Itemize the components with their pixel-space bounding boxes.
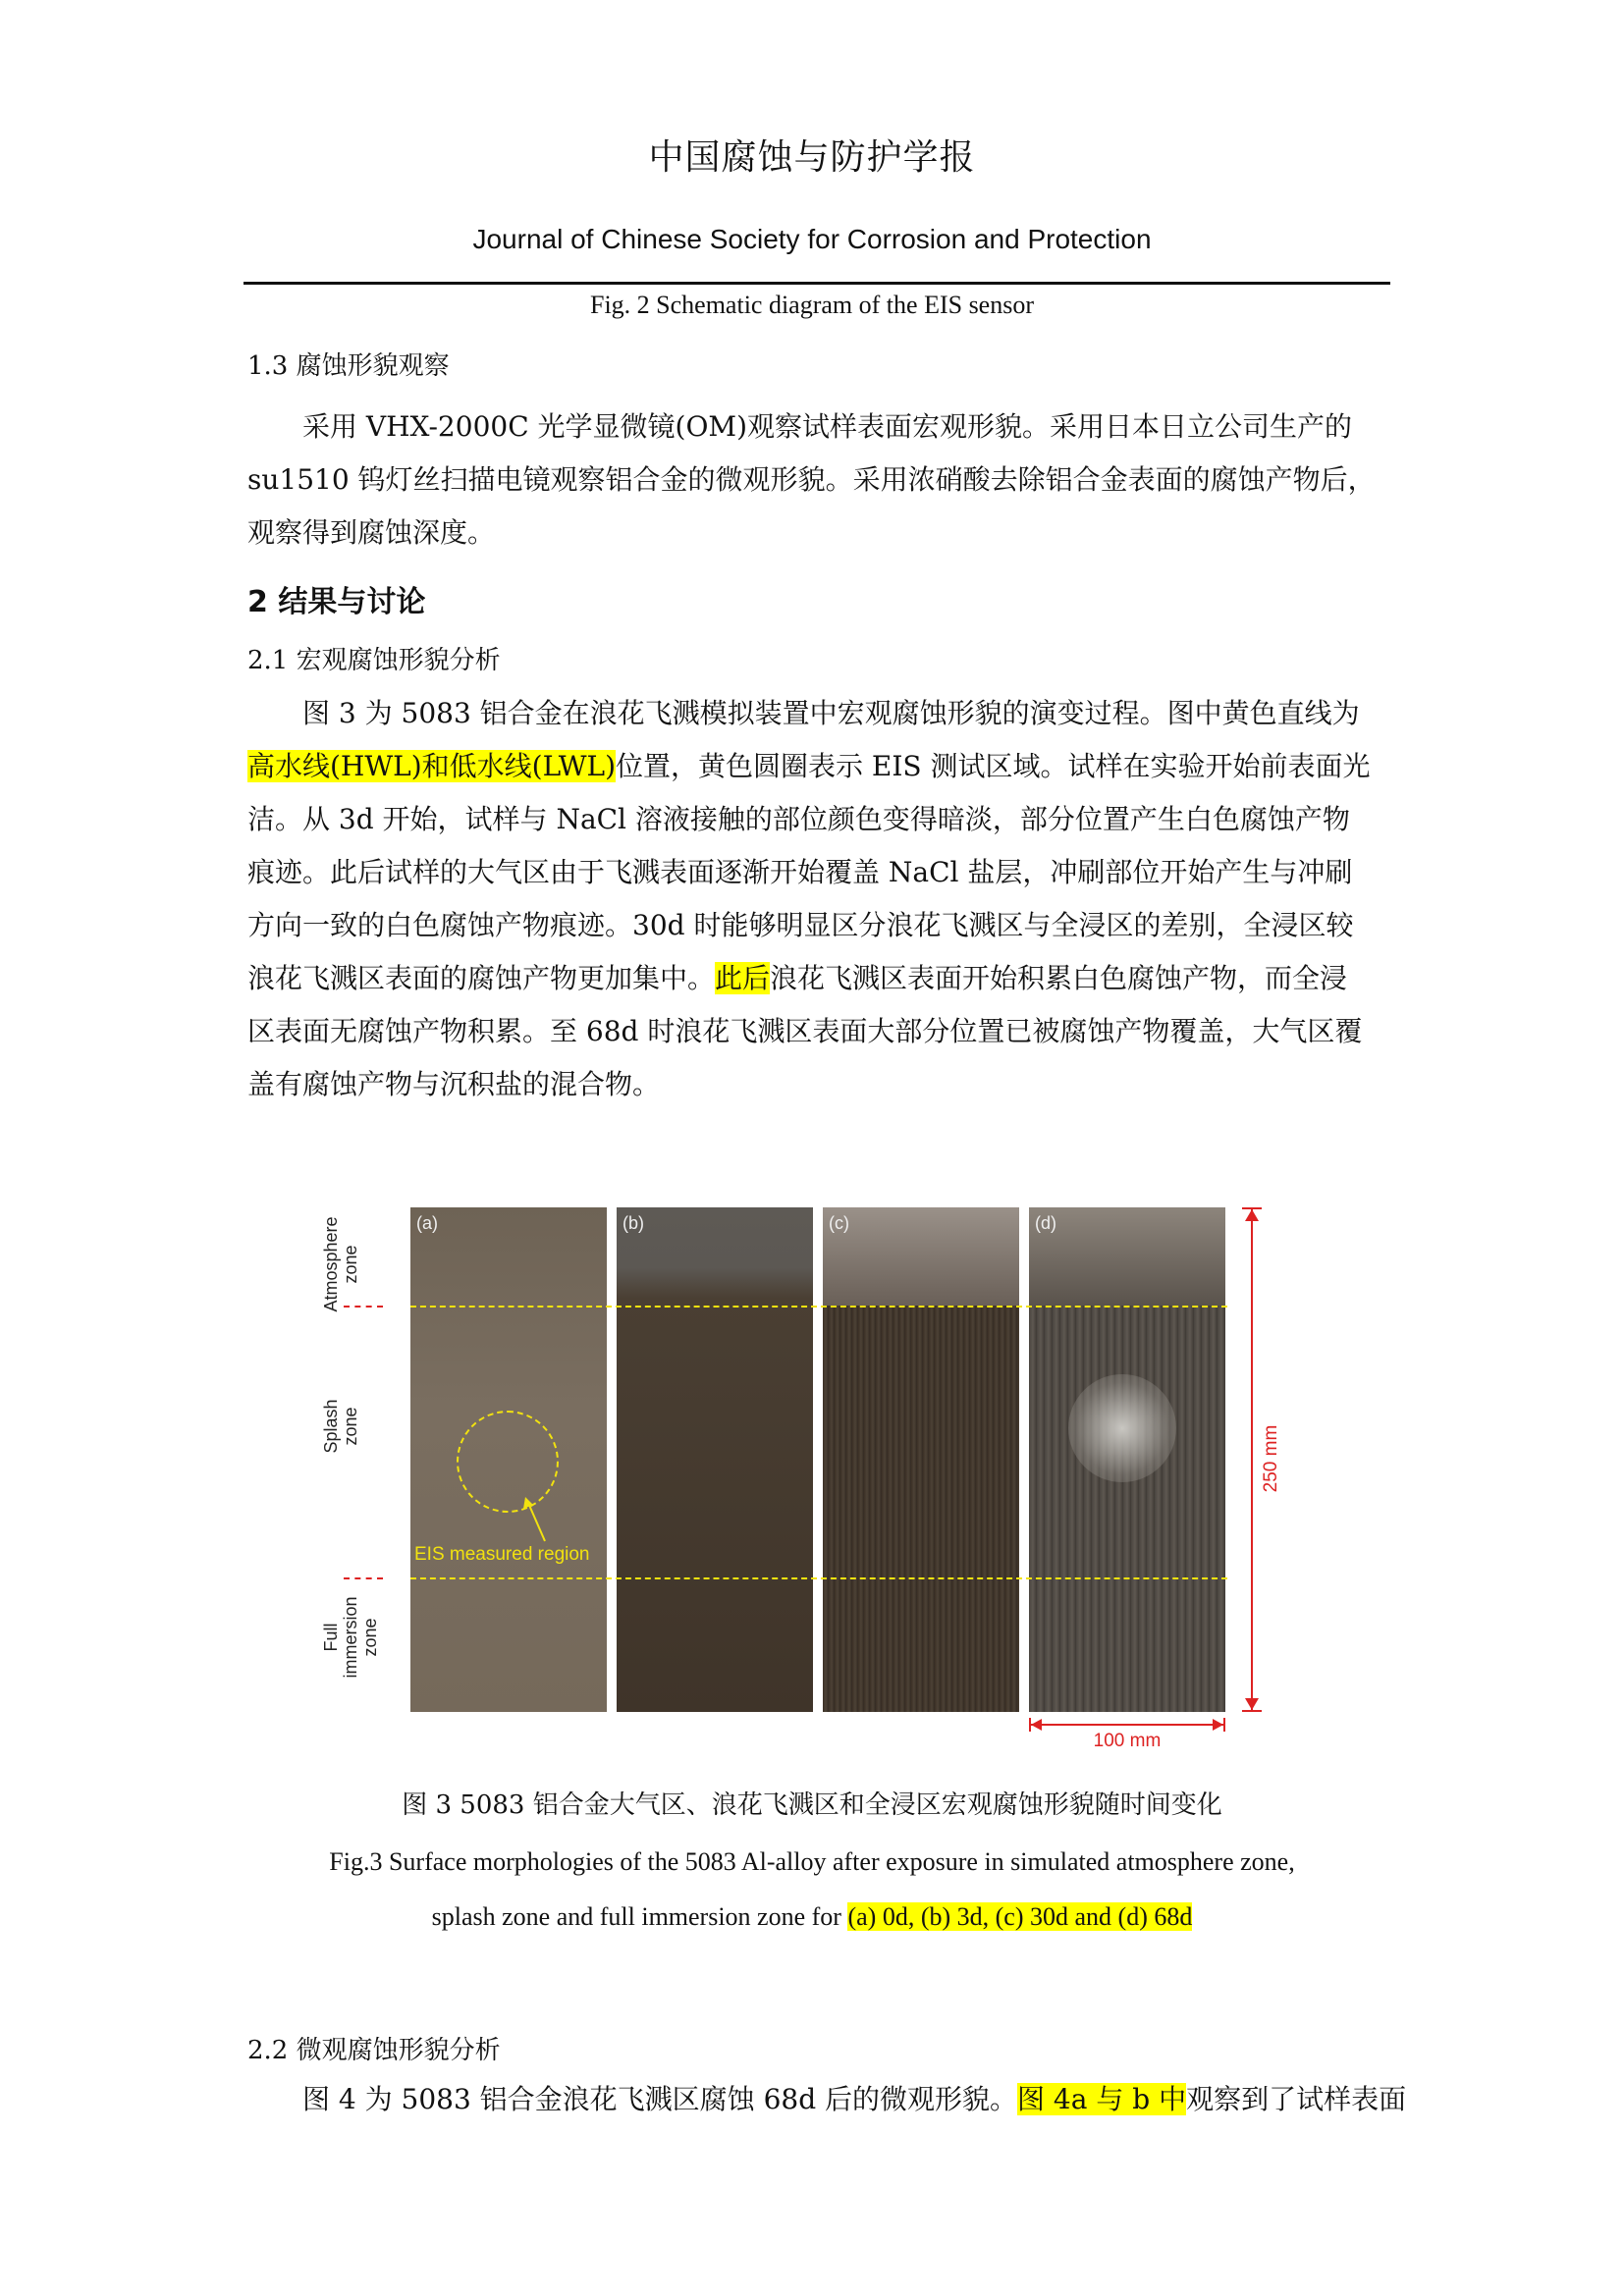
photo-panel-b xyxy=(617,1207,813,1712)
zone-boundary-tick xyxy=(344,1577,383,1579)
photo-panel-d xyxy=(1029,1207,1225,1712)
panel-label: (a) xyxy=(416,1213,438,1233)
text-line: 洁。从 3d 开始，试样与 NaCl 溶液接触的部位颜色变得暗淡，部分位置产生白色腐蚀产物 xyxy=(247,803,1350,835)
panel-label: (b) xyxy=(623,1213,644,1233)
text-line: 方向一致的白色腐蚀产物痕迹。30d 时能够明显区分浪花飞溅区与全浸区的差别，全浸区较 xyxy=(247,909,1354,941)
highlight: (a) 0d, (b) 3d, (c) 30d and (d) 68d xyxy=(847,1902,1193,1931)
text-line: su1510 钨灯丝扫描电镜观察铝合金的微观形貌。采用浓硝酸去除铝合金表面的腐蚀产物后， xyxy=(247,463,1376,496)
fig2-caption: Fig. 2 Schematic diagram of the EIS sensor xyxy=(589,291,1035,319)
section-2-2-body xyxy=(247,2073,1407,2126)
highlight: 高水线(HWL)和低水线(LWL) xyxy=(247,750,617,782)
section-2-1-body xyxy=(247,687,1388,1111)
eis-arrow-icon xyxy=(520,1497,560,1546)
header-rule xyxy=(244,282,1390,285)
zone-label-full-immersion: Full immersion zone xyxy=(321,1596,380,1679)
fig3-caption-en-line2: splash zone and full immersion zone for (a) 0d, (b) 3d, (c) 30d and (d) 68d xyxy=(431,1902,1193,1931)
eis-region-label: EIS measured region xyxy=(414,1544,590,1565)
section-2-2-title: 2.2 微观腐蚀形貌分析 xyxy=(247,2036,501,2065)
fig3-caption-cn: 图 3 5083 铝合金大气区、浪花飞溅区和全浸区宏观腐蚀形貌随时间变化 xyxy=(402,1790,1222,1820)
zone-label-atmosphere: Atmosphere zone xyxy=(321,1216,360,1312)
text-line: 观察得到腐蚀深度。 xyxy=(247,516,496,549)
highlight: 图 4a 与 b 中 xyxy=(1017,2083,1187,2115)
highlight: 此后 xyxy=(715,962,771,994)
text-line: 高水线(HWL)和低水线(LWL)位置，黄色圆圈表示 EIS 测试区域。试样在实验开始前表面光 xyxy=(247,750,1371,782)
low-water-line xyxy=(410,1577,1227,1579)
panel-label: (c) xyxy=(829,1213,849,1233)
high-water-line xyxy=(410,1306,1227,1308)
height-dimension xyxy=(1242,1207,1262,1712)
figure-3 xyxy=(321,1183,1296,1751)
text-line: 盖有腐蚀产物与沉积盐的混合物。 xyxy=(247,1068,661,1100)
section-1-3-title: 1.3 腐蚀形貌观察 xyxy=(247,351,450,381)
width-dimension xyxy=(1029,1718,1225,1732)
journal-title-en: Journal of Chinese Society for Corrosion and Protection xyxy=(472,224,1152,254)
text-line: 采用 VHX-2000C 光学显微镜(OM)观察试样表面宏观形貌。采用日本日立公司生产的 xyxy=(302,410,1352,443)
text-line: 图 4 为 5083 铝合金浪花飞溅区腐蚀 68d 后的微观形貌。图 4a 与 b 中观察到了试样表面 xyxy=(302,2083,1407,2115)
zone-label-splash: Splash zone xyxy=(321,1399,360,1454)
section-1-3-body xyxy=(247,400,1388,560)
section-2-1-title: 2.1 宏观腐蚀形貌分析 xyxy=(247,646,501,675)
text-line: 区表面无腐蚀产物积累。至 68d 时浪花飞溅区表面大部分位置已被腐蚀产物覆盖，大气区覆 xyxy=(247,1015,1363,1047)
fig3-caption-en-line1: Fig.3 Surface morphologies of the 5083 Al-alloy after exposure in simulated atmosphere zone, xyxy=(329,1847,1295,1876)
section-2-title: 2 结果与讨论 xyxy=(247,585,426,619)
text-line: 图 3 为 5083 铝合金在浪花飞溅模拟装置中宏观腐蚀形貌的演变过程。图中黄色直线为 xyxy=(302,697,1360,729)
width-label: 100 mm xyxy=(1093,1731,1162,1751)
zone-boundary-tick xyxy=(344,1306,383,1308)
height-label: 250 mm xyxy=(1261,1424,1281,1493)
photo-panel-c xyxy=(823,1207,1019,1712)
text-line: 浪花飞溅区表面的腐蚀产物更加集中。此后浪花飞溅区表面开始积累白色腐蚀产物，而全浸 xyxy=(247,962,1348,994)
panel-label: (d) xyxy=(1035,1213,1056,1233)
journal-title-cn: 中国腐蚀与防护学报 xyxy=(648,137,976,178)
text-line: 痕迹。此后试样的大气区由于飞溅表面逐渐开始覆盖 NaCl 盐层，冲刷部位开始产生与冲刷 xyxy=(247,856,1353,888)
